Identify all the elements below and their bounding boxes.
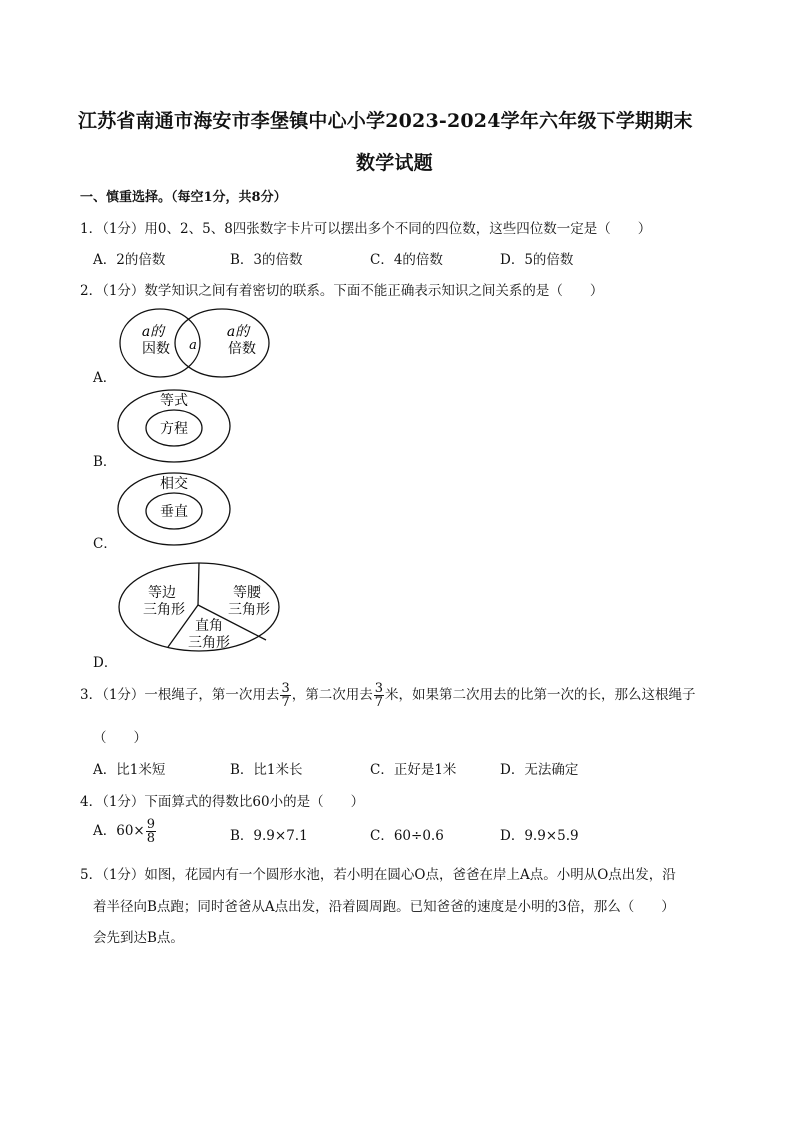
diagram-d-right-label-1: 等腰 (233, 585, 261, 601)
diagram-d-bottom-label-2: 三角形 (188, 635, 230, 651)
diagram-d-right-label-2: 三角形 (228, 602, 270, 618)
q3-option-b: B．比1米长 (230, 762, 303, 778)
q2-diagram-b (114, 386, 234, 466)
diagram-c-outer-label: 相交 (160, 476, 188, 492)
diagram-a-left-label-2: 因数 (142, 341, 170, 357)
question-5-line-2: 着半径向B点跑；同时爸爸从A点出发，沿着圆周跑。已知爸爸的速度是小明的3倍，那么（ ） (93, 899, 675, 915)
q4-option-a-prefix: A．60× (93, 823, 145, 839)
diagram-a-right-label-1: a的 (226, 324, 250, 340)
question-5-line-1: 5．（1分）如图，花园内有一个圆形水池，若小明在圆心O点，爸爸在岸上A点。小明从O点出发，沿 (80, 867, 676, 883)
q4-option-b: B．9.9×7.1 (230, 828, 308, 844)
q4-option-a-numerator: 9 (146, 817, 156, 832)
q2-diagram-d (116, 560, 282, 660)
q2-option-d-label: D． (93, 655, 118, 671)
q4-option-a (93, 818, 157, 845)
diagram-d-left-label-2: 三角形 (143, 602, 185, 618)
question-3-blank: （ ） (93, 730, 147, 746)
title-line-2: 数学试题 (356, 152, 433, 174)
q3-option-a: A．比1米短 (93, 762, 166, 778)
q4-option-d: D．9.9×5.9 (500, 828, 579, 844)
diagram-a-center-label: a (189, 338, 197, 353)
q1-option-b: B．3的倍数 (230, 252, 303, 268)
q4-option-c: C．60÷0.6 (370, 828, 444, 844)
section-heading: 一、慎重选择。（每空1分，共8分） (80, 190, 287, 205)
question-5-line-3: 会先到达B点。 (93, 930, 184, 946)
diagram-d-left-label-1: 等边 (148, 585, 176, 601)
q3-fraction-2-denominator: 7 (374, 695, 383, 710)
diagram-c-inner-label: 垂直 (160, 504, 188, 520)
q2-option-a-label: A． (93, 370, 117, 386)
q3-text-part-1: 3．（1分）一根绳子，第一次用去 (80, 687, 280, 703)
q4-option-a-denominator: 8 (146, 831, 156, 846)
q3-text-part-3: 米，如果第二次用去的比第一次的长，那么这根绳子 (385, 687, 696, 703)
diagram-b-outer-label: 等式 (160, 393, 188, 409)
title-line-1: 江苏省南通市海安市李堡镇中心小学2023-2024学年六年级下学期期末 (78, 110, 693, 132)
diagram-a-right-label-2: 倍数 (228, 341, 256, 357)
diagram-a-left-label-1: a的 (141, 324, 165, 340)
question-4: 4．（1分）下面算式的得数比60小的是（ ） (80, 794, 365, 810)
q1-option-d: D．5的倍数 (500, 252, 574, 268)
q3-fraction-1-numerator: 3 (281, 681, 290, 696)
q2-option-b-label: B． (93, 454, 117, 470)
q1-option-a: A．2的倍数 (93, 252, 166, 268)
diagram-b-inner-label: 方程 (160, 421, 188, 437)
q3-text-part-2: ，第二次用去 (291, 687, 373, 703)
q3-option-d: D．无法确定 (500, 762, 579, 778)
question-3 (80, 682, 696, 709)
q2-option-c-label: C． (93, 536, 117, 552)
question-2: 2．（1分）数学知识之间有着密切的联系。下面不能正确表示知识之间关系的是（ ） (80, 283, 604, 299)
q2-diagram-c (114, 469, 234, 549)
q3-fraction-1 (280, 682, 290, 709)
q1-option-c: C．4的倍数 (370, 252, 443, 268)
question-1: 1．（1分）用0、2、5、8四张数字卡片可以摆出多个不同的四位数，这些四位数一定是（ ） (80, 221, 652, 237)
q3-option-c: C．正好是1米 (370, 762, 457, 778)
q2-diagram-a (110, 306, 280, 382)
q3-fraction-2-numerator: 3 (374, 681, 383, 696)
q4-option-a-fraction (146, 818, 156, 845)
q3-fraction-2 (374, 682, 384, 709)
q3-fraction-1-denominator: 7 (281, 695, 290, 710)
diagram-d-bottom-label-1: 直角 (195, 618, 223, 634)
